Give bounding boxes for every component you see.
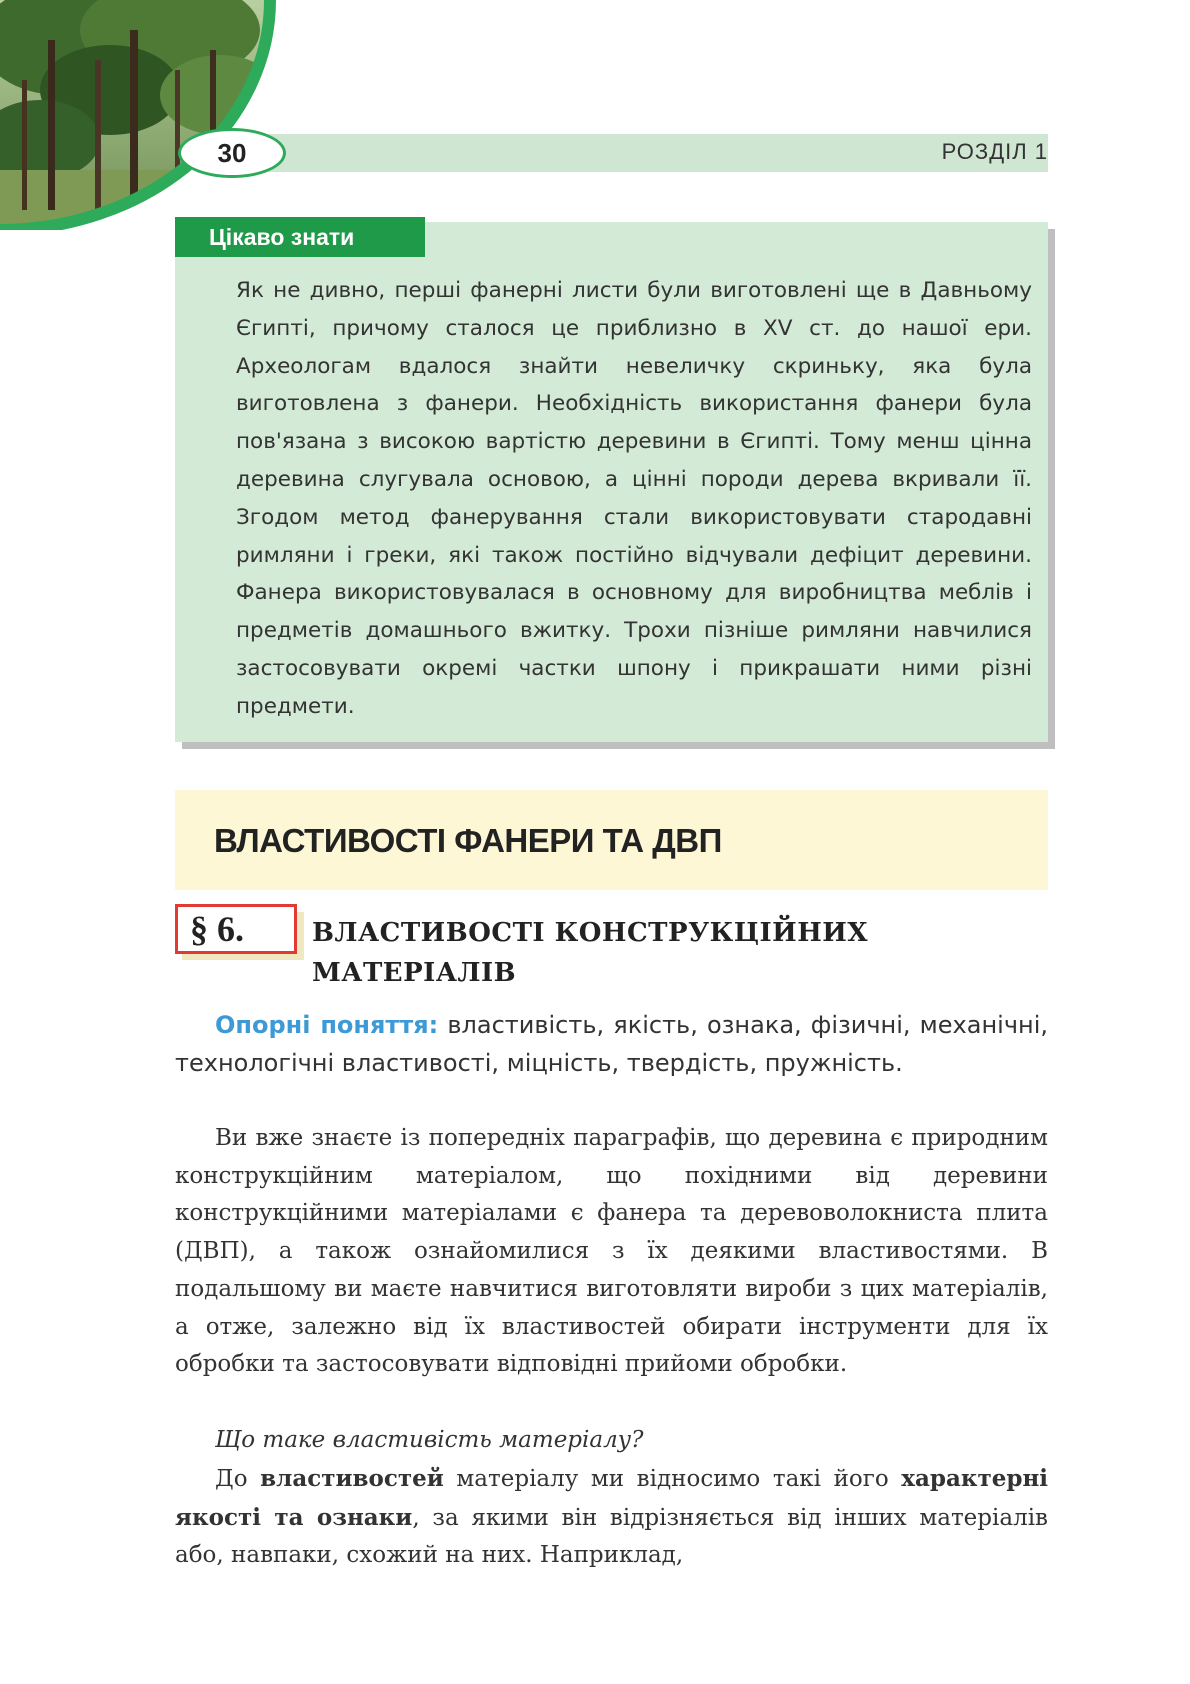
p2-bold-term-2: характерні якості та ознаки <box>175 1465 1049 1531</box>
p2-text-c: , за якими він відрізняється від інших матеріалів або, навпаки, схожий на них. Наприклад, <box>175 1504 1048 1569</box>
key-terms <box>175 1007 1048 1082</box>
paragraph-title: ВЛАСТИВОСТІ КОНСТРУКЦІЙНИХ МАТЕРІАЛІВ <box>312 918 868 988</box>
p2-bold-term-1: властивостей <box>260 1465 444 1492</box>
section-label: РОЗДІЛ 1 <box>941 139 1048 164</box>
question: Що таке властивість матеріалу? <box>215 1427 644 1453</box>
paragraph-number: § 6. <box>190 909 244 949</box>
facts-title: Цікаво знати <box>175 217 425 257</box>
p2-text-a: До <box>215 1466 261 1492</box>
body-paragraph-1: Ви вже знаєте із попередніх параграфів, що деревина є природним конструкційним матеріалом, що похідними від деревини конструкційними матеріалами є фанера та деревоволокниста плита (ДВП), а також ознайомилися з їх деякими властивостями. В подальшому ви маєте навчитися виготовляти вироби з цих матеріалів, а отже, залежно від їх властивостей обирати інструменти для їх обробки та застосовувати відповідні прийоми обробки. <box>175 1125 1048 1378</box>
facts-text: Як не дивно, перші фанерні листи були виготовлені ще в Давньому Єгипті, причому сталося це приблизно в XV ст. до нашої ери. Археологам вдалося знайти невеличку скриньку, яка була виготовлена з фанери. Необхідність використання фанери була пов'язана з високою вартістю деревини в Єгипті. Тому менш цінна деревина слугувала основою, а цінні породи дерева вкривали її. Згодом метод фанерування стали використовувати стародавні римляни і греки, які також постійно відчували дефіцит деревини. Фанера використовувалася в основному для виробництва меблів і предметів домашнього вжитку. Трохи пізніше римляни навчилися застосовувати окремі частки шпону і прикрашати ними різні предмети. <box>236 278 1032 719</box>
topic-title: ВЛАСТИВОСТІ ФАНЕРИ ТА ДВП <box>214 822 722 859</box>
header-strip <box>268 134 1048 172</box>
key-terms-label: Опорні поняття: <box>215 1011 439 1039</box>
body-paragraph-2 <box>175 1460 1048 1575</box>
key-terms-text: властивість, якість, ознака, фізичні, механічні, технологічні властивості, міцність, твердість, пружність. <box>175 1011 1048 1077</box>
page-number: 30 <box>178 128 286 178</box>
forest-photo <box>0 0 290 230</box>
p2-text-b: матеріалу ми відносимо такі його <box>443 1466 902 1492</box>
